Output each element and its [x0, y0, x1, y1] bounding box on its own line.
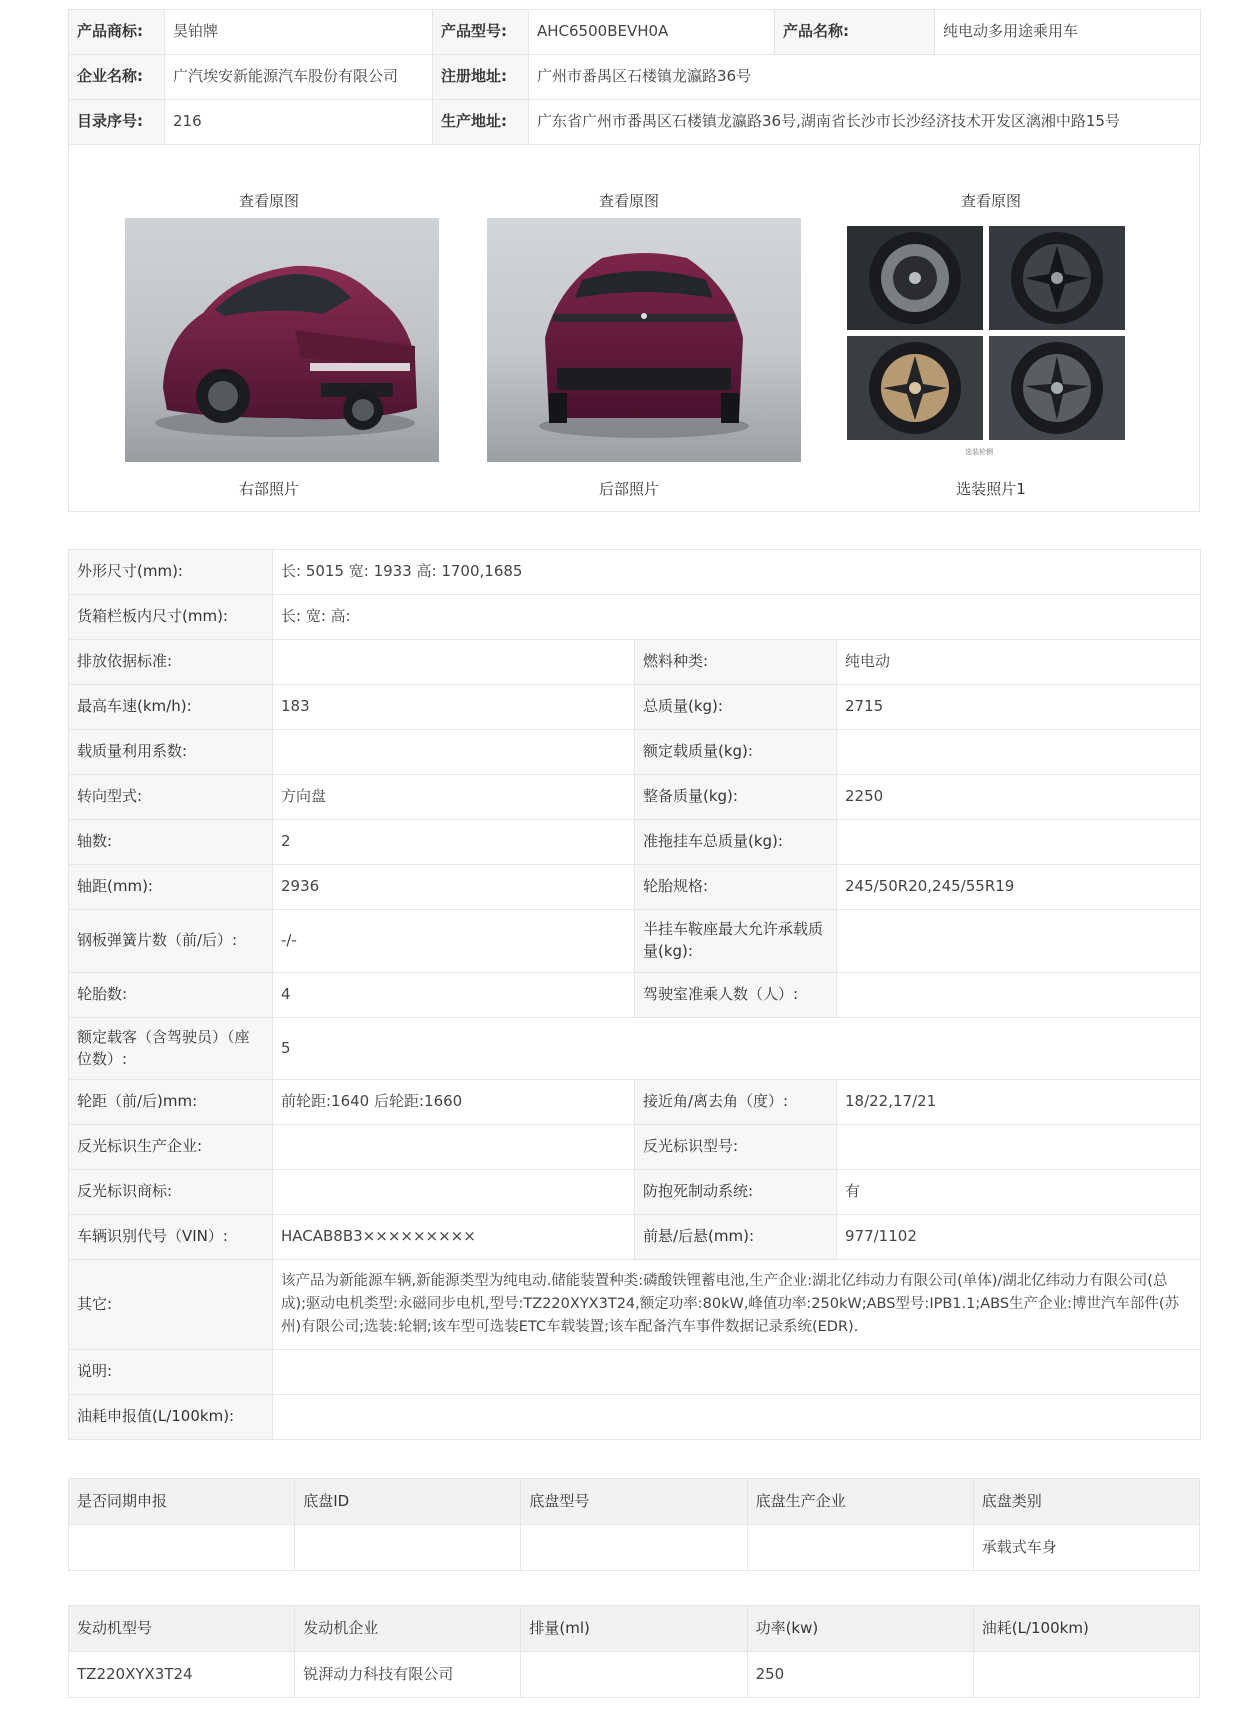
chassis-cell: 承载式车身 — [973, 1525, 1199, 1571]
emission-label: 排放依据标准: — [69, 640, 273, 685]
springs-value: -/- — [273, 910, 635, 973]
fuel-label: 燃料种类: — [635, 640, 837, 685]
other-label: 其它: — [69, 1260, 273, 1350]
engine-header-row — [69, 1606, 1200, 1652]
trailer-mass-value — [837, 820, 1201, 865]
angle-label: 接近角/离去角（度）: — [635, 1080, 837, 1125]
rims-image[interactable] — [839, 218, 1129, 462]
chassis-header-cell: 底盘型号 — [521, 1479, 747, 1525]
abs-value: 有 — [837, 1170, 1201, 1215]
abs-label: 防抱死制动系统: — [635, 1170, 837, 1215]
car-right-image[interactable] — [125, 218, 439, 462]
spec-row — [69, 640, 1201, 685]
spec-row — [69, 775, 1201, 820]
engine-cell: 锐湃动力科技有限公司 — [295, 1652, 521, 1698]
spec-row — [69, 1215, 1201, 1260]
spec-row — [69, 820, 1201, 865]
refl-model-label: 反光标识型号: — [635, 1125, 837, 1170]
angle-value: 18/22,17/21 — [837, 1080, 1201, 1125]
product-name-value: 纯电动多用途乘用车 — [935, 10, 1201, 55]
refl-maker-value — [273, 1125, 635, 1170]
load-coef-value — [273, 730, 635, 775]
model-value: AHC6500BEVH0A — [529, 10, 775, 55]
overhang-label: 前悬/后悬(mm): — [635, 1215, 837, 1260]
axles-label: 轴数: — [69, 820, 273, 865]
seats-value: 5 — [273, 1018, 1201, 1080]
spec-row-other — [69, 1260, 1201, 1350]
steering-label: 转向型式: — [69, 775, 273, 820]
spec-row-note — [69, 1350, 1201, 1395]
consumption-value — [273, 1395, 1201, 1440]
track-label: 轮距（前/后)mm: — [69, 1080, 273, 1125]
saddle-value — [837, 910, 1201, 973]
dims-value: 长: 5015 宽: 1933 高: 1700,1685 — [273, 550, 1201, 595]
chassis-header-row — [69, 1479, 1200, 1525]
engine-table — [68, 1605, 1200, 1698]
trailer-mass-label: 准拖挂车总质量(kg): — [635, 820, 837, 865]
refl-model-value — [837, 1125, 1201, 1170]
view-original-link[interactable]: 查看原图 — [238, 192, 299, 210]
other-value: 该产品为新能源车辆,新能源类型为纯电动.储能装置种类:磷酸铁锂蓄电池,生产企业:湖北亿纬动力有限公司(单体)/湖北亿纬动力有限公司(总成);驱动电机类型:永磁同步电机,型号:TZ220XYX3T24,额定功率:80kW,峰值功率:250kW;ABS型号:IPB1.1;ABS生产企业:博世汽车部件(苏州)有限公司;选装:轮辋;该车型可选装ETC车载装置;该车配备汽车事件数据记录系统(EDR). — [273, 1260, 1201, 1350]
engine-cell: TZ220XYX3T24 — [69, 1652, 295, 1698]
refl-brand-value — [273, 1170, 635, 1215]
engine-cell — [973, 1652, 1199, 1698]
cab-seats-label: 驾驶室准乘人数（人）: — [635, 973, 837, 1018]
cab-seats-value — [837, 973, 1201, 1018]
spec-row — [69, 1170, 1201, 1215]
company-value: 广汽埃安新能源汽车股份有限公司 — [165, 55, 433, 100]
chassis-data-row — [69, 1525, 1200, 1571]
product-name-label: 产品名称: — [775, 10, 935, 55]
cargo-label: 货箱栏板内尺寸(mm): — [69, 595, 273, 640]
speed-label: 最高车速(km/h): — [69, 685, 273, 730]
gross-mass-label: 总质量(kg): — [635, 685, 837, 730]
photo-optional-caption: 选装照片1 — [956, 480, 1026, 498]
chassis-header-cell: 是否同期申报 — [69, 1479, 295, 1525]
speed-value: 183 — [273, 685, 635, 730]
engine-header-cell: 功率(kw) — [747, 1606, 973, 1652]
consumption-label: 油耗申报值(L/100km): — [69, 1395, 273, 1440]
rated-load-label: 额定载质量(kg): — [635, 730, 837, 775]
wheelbase-label: 轴距(mm): — [69, 865, 273, 910]
chassis-table — [68, 1478, 1200, 1571]
spec-row — [69, 1080, 1201, 1125]
refl-maker-label: 反光标识生产企业: — [69, 1125, 273, 1170]
chassis-cell — [521, 1525, 747, 1571]
optional-rims-note: 选装轮辋 — [965, 448, 993, 456]
tires-value: 4 — [273, 973, 635, 1018]
prod-address-label: 生产地址: — [433, 100, 529, 145]
vin-label: 车辆识别代号（VIN）: — [69, 1215, 273, 1260]
header-row-1 — [69, 10, 1201, 55]
chassis-cell — [747, 1525, 973, 1571]
chassis-cell — [295, 1525, 521, 1571]
view-original-link[interactable]: 查看原图 — [598, 192, 659, 210]
vin-value: HACAB8B3××××××××× — [273, 1215, 635, 1260]
prod-address-value: 广东省广州市番禺区石楼镇龙瀛路36号,湖南省长沙市长沙经济技术开发区漓湘中路15号 — [529, 100, 1201, 145]
engine-header-cell: 油耗(L/100km) — [973, 1606, 1199, 1652]
spec-row — [69, 865, 1201, 910]
springs-label: 钢板弹簧片数（前/后）: — [69, 910, 273, 973]
track-value: 前轮距:1640 后轮距:1660 — [273, 1080, 635, 1125]
refl-brand-label: 反光标识商标: — [69, 1170, 273, 1215]
tire-spec-label: 轮胎规格: — [635, 865, 837, 910]
model-label: 产品型号: — [433, 10, 529, 55]
dims-label: 外形尺寸(mm): — [69, 550, 273, 595]
emission-value — [273, 640, 635, 685]
brand-value: 昊铂牌 — [165, 10, 433, 55]
catalog-value: 216 — [165, 100, 433, 145]
product-header — [68, 9, 1200, 145]
spec-row — [69, 973, 1201, 1018]
header-row-3 — [69, 100, 1201, 145]
chassis-header-cell: 底盘生产企业 — [747, 1479, 973, 1525]
engine-header-cell: 排量(ml) — [521, 1606, 747, 1652]
engine-header-cell: 发动机企业 — [295, 1606, 521, 1652]
steering-value: 方向盘 — [273, 775, 635, 820]
spec-row-cargo — [69, 595, 1201, 640]
spec-row — [69, 910, 1201, 973]
fuel-value: 纯电动 — [837, 640, 1201, 685]
curb-mass-value: 2250 — [837, 775, 1201, 820]
photo-right-caption: 右部照片 — [238, 480, 299, 498]
catalog-label: 目录序号: — [69, 100, 165, 145]
spec-row — [69, 1125, 1201, 1170]
engine-cell — [521, 1652, 747, 1698]
axles-value: 2 — [273, 820, 635, 865]
tires-label: 轮胎数: — [69, 973, 273, 1018]
photo-gallery — [68, 145, 1200, 512]
company-label: 企业名称: — [69, 55, 165, 100]
view-original-link[interactable]: 查看原图 — [960, 192, 1021, 210]
header-row-2 — [69, 55, 1201, 100]
engine-header-cell: 发动机型号 — [69, 1606, 295, 1652]
chassis-cell — [69, 1525, 295, 1571]
photo-rear-caption: 后部照片 — [598, 480, 659, 498]
spec-row — [69, 730, 1201, 775]
chassis-header-cell: 底盘类别 — [973, 1479, 1199, 1525]
wheelbase-value: 2936 — [273, 865, 635, 910]
spec-row-seats — [69, 1018, 1201, 1080]
seats-label: 额定载客（含驾驶员）（座位数）: — [69, 1018, 273, 1080]
spec-row — [69, 685, 1201, 730]
curb-mass-label: 整备质量(kg): — [635, 775, 837, 820]
overhang-value: 977/1102 — [837, 1215, 1201, 1260]
spec-table — [68, 549, 1200, 1440]
note-value — [273, 1350, 1201, 1395]
spec-row-dims — [69, 550, 1201, 595]
saddle-label: 半挂车鞍座最大允许承载质量(kg): — [635, 910, 837, 973]
engine-data-row — [69, 1652, 1200, 1698]
engine-cell: 250 — [747, 1652, 973, 1698]
tire-spec-value: 245/50R20,245/55R19 — [837, 865, 1201, 910]
reg-address-value: 广州市番禺区石楼镇龙瀛路36号 — [529, 55, 1201, 100]
spec-row-consumption — [69, 1395, 1201, 1440]
car-rear-image[interactable] — [487, 218, 801, 462]
cargo-value: 长: 宽: 高: — [273, 595, 1201, 640]
gross-mass-value: 2715 — [837, 685, 1201, 730]
rated-load-value — [837, 730, 1201, 775]
reg-address-label: 注册地址: — [433, 55, 529, 100]
load-coef-label: 载质量利用系数: — [69, 730, 273, 775]
brand-label: 产品商标: — [69, 10, 165, 55]
chassis-header-cell: 底盘ID — [295, 1479, 521, 1525]
note-label: 说明: — [69, 1350, 273, 1395]
